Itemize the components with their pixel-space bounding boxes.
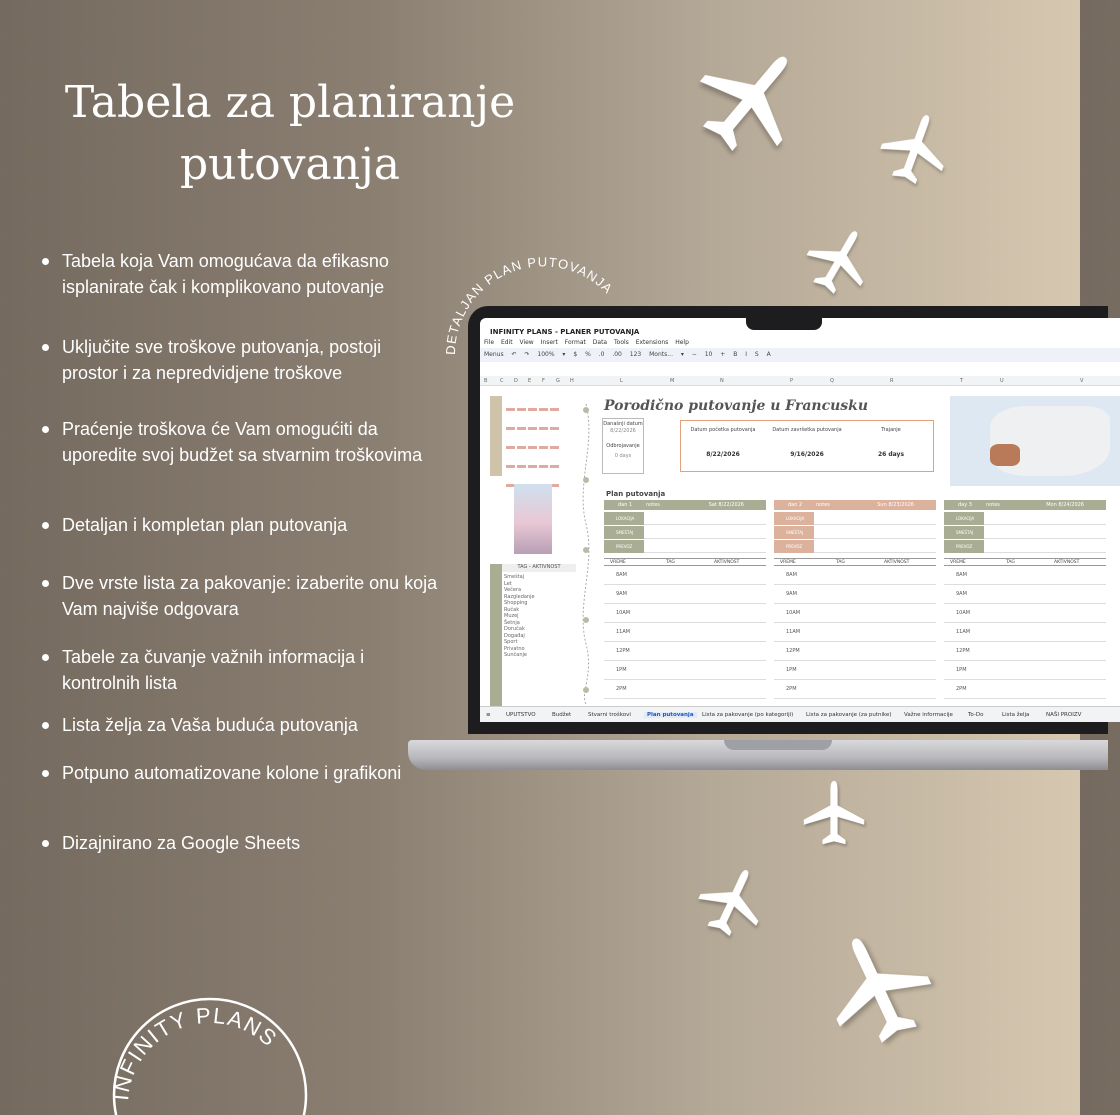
trip-dates-box [680,420,934,472]
hour-label: 1PM [616,667,627,673]
hour-label: 1PM [786,667,797,673]
day-header [604,500,766,510]
tab-vazne-informacije[interactable]: Važne informacije [904,712,953,718]
info-label: PREVOZ [944,540,984,553]
schedule-header [944,558,1106,566]
side-strip [490,396,502,476]
map-france-highlight [990,444,1020,466]
sheet-tabs [480,706,1120,722]
feature-item: Praćenje troškova će Vam omogućiti da uporedite svoj budžet sa stvarnim troškovima [40,416,440,468]
col-activity: AKTIVNOST [1054,560,1080,565]
col-time: VREME [610,560,626,565]
hour-label: 8AM [616,572,627,578]
schedule-header [604,558,766,566]
tag-item: Privatno [504,645,525,652]
airplane-icon [681,850,784,955]
col-tag: TAG [836,560,845,565]
info-label: LOKACIJA [944,512,984,525]
brand-seal [80,995,340,1115]
tag-item: Muzej [504,613,519,619]
hour-row[interactable] [604,680,766,699]
doc-title: INFINITY PLANS - PLANER PUTOVANJA [490,328,640,336]
hour-row[interactable] [604,661,766,680]
hour-label: 12PM [786,648,800,654]
tag-item: Događaj [504,632,525,639]
day-column [604,500,766,722]
day-notes: notes [986,502,1000,508]
arc-label-text: DETALJAN PLAN PUTOVANJA [442,254,617,356]
feature-item: Detaljan i kompletan plan putovanja [40,512,440,538]
hour-row[interactable] [944,585,1106,604]
map-chart [950,396,1120,486]
day-info [774,510,936,552]
day-column [944,500,1106,722]
hour-row[interactable] [604,623,766,642]
info-label: SMEŠTAJ [774,526,814,539]
duration-value: 26 days [877,451,905,458]
paris-photo [514,484,552,554]
hour-label: 1PM [956,667,967,673]
tag-item: Shopping [504,600,528,606]
hour-row[interactable] [944,642,1106,661]
info-cell[interactable] [644,526,766,539]
hour-row[interactable] [774,642,936,661]
tag-header: TAG - AKTIVNOST [502,564,576,572]
info-cell[interactable] [984,540,1106,553]
day-notes: notes [646,502,660,508]
left-panel [490,396,576,706]
airplane-icon [797,907,959,1072]
hour-row[interactable] [774,604,936,623]
info-cell[interactable] [644,512,766,525]
tag-item: Let [504,580,512,587]
hour-label: 10AM [786,610,801,616]
end-label: Datum završetka putovanja [772,427,842,433]
column-headers: B C D E F G H L M N P Q R T U V [480,376,1120,386]
day-column [774,500,936,722]
hour-label: 2PM [956,686,967,692]
hour-row[interactable] [944,661,1106,680]
tab-nasi-proizvodi[interactable]: NAŠI PROIZV [1046,712,1082,718]
day-header [944,500,1106,510]
hour-row[interactable] [774,661,936,680]
feature-item: Dve vrste lista za pakovanje: izaberite onu koja Vam najviše odgovara [40,570,440,622]
info-label: LOKACIJA [774,512,814,525]
day-date: Sun 8/23/2026 [877,502,914,508]
plan-label: Plan putovanja [606,490,666,498]
info-cell[interactable] [984,512,1106,525]
tab-lista-zelja[interactable]: Lista želja [1002,712,1030,718]
tag-item: Smeštaj [504,574,525,580]
tag-item: Razgledanje [504,593,535,600]
info-cell[interactable] [644,540,766,553]
day-name: day 3 [958,502,972,508]
feature-item: Potpuno automatizovane kolone i grafikoni [40,760,440,786]
title-line-2: putovanja [180,139,400,190]
title-line-1: Tabela za planiranje [64,77,516,128]
tag-list [504,574,535,659]
countdown-value: 0 days [614,453,632,459]
airplane-icon [798,776,870,852]
info-label: LOKACIJA [604,512,644,525]
start-label: Datum početka putovanja [690,427,756,433]
info-cell[interactable] [814,540,936,553]
feature-item: Tabela koja Vam omogućava da efikasno isplanirate čak i komplikovano putovanje [40,248,440,300]
day-header [774,500,936,510]
info-label: PREVOZ [774,540,814,553]
tab-plan-putovanja[interactable]: Plan putovanja [644,712,697,718]
col-tag: TAG [1006,560,1015,565]
side-strip [490,564,502,706]
hour-label: 2PM [616,686,627,692]
col-tag: TAG [666,560,675,565]
col-activity: AKTIVNOST [714,560,740,565]
day-info [604,510,766,552]
laptop-groove [724,740,832,750]
hour-row[interactable] [944,566,1106,585]
schedule-header [774,558,936,566]
day-date: Mon 8/24/2026 [1046,502,1084,508]
feature-item: Tabele za čuvanje važnih informacija i kontrolnih lista [40,644,440,696]
hour-label: 12PM [956,648,970,654]
tag-item: Večera [504,587,522,593]
hour-row[interactable] [774,585,936,604]
info-label: SMEŠTAJ [604,526,644,539]
col-time: VREME [950,560,966,565]
feature-item: Dizajnirano za Google Sheets [40,830,440,856]
tag-item: Šetnja [504,619,520,626]
laptop-base [408,740,1108,770]
toolbar[interactable]: Menus ↶ ↷ 100% ▾ $ % .0 .00 123 Monts... ▾ − 10 + B I S A [480,348,1120,362]
airplane-icon [865,99,965,199]
day-date: Sat 8/22/2026 [708,502,744,508]
menu-bar[interactable]: File Edit View Insert Format Data Tools Extensions Help [484,339,689,346]
hour-label: 9AM [786,591,797,597]
hour-label: 11AM [616,629,631,635]
day-notes: notes [816,502,830,508]
hour-label: 9AM [616,591,627,597]
svg-text:INFINITY PLANS [108,1003,282,1102]
tab-to-do[interactable]: To-Do [968,712,984,718]
today-label: Današnji datum [603,421,643,427]
brand-text: INFINITY PLANS [108,1002,283,1102]
hour-label: 9AM [956,591,967,597]
hour-label: 8AM [786,572,797,578]
day-name: dan 1 [618,502,633,508]
tag-item: Doručak [504,626,525,632]
day-name: dan 2 [788,502,803,508]
info-label: PREVOZ [604,540,644,553]
sheet-heading: Porodično putovanje u Francusku [604,398,869,414]
hour-label: 2PM [786,686,797,692]
tab-budzet[interactable]: Budžet [552,712,572,718]
end-value: 9/16/2026 [790,451,824,458]
hour-row[interactable] [774,623,936,642]
hour-row[interactable] [774,680,936,699]
hour-row[interactable] [604,642,766,661]
hour-label: 11AM [786,629,801,635]
hour-row[interactable] [944,623,1106,642]
hour-row[interactable] [604,566,766,585]
tab-lista-putnici[interactable]: Lista za pakovanje (za putnike) [806,712,892,718]
dotted-path [576,404,596,704]
hour-row[interactable] [774,566,936,585]
airplane-icon [788,210,889,311]
airplane-icon [665,15,834,184]
hour-label: 12PM [616,648,630,654]
info-cell[interactable] [814,512,936,525]
start-value: 8/22/2026 [706,451,740,458]
spreadsheet-screenshot [480,318,1120,722]
day-info [944,510,1106,552]
tab-stvarni-troskovi[interactable]: Stvarni troškovi [588,712,631,718]
info-label: SMEŠTAJ [944,526,984,539]
tag-item: Sport [504,639,518,645]
tag-item: Ručak [504,606,520,613]
feature-item: Lista želja za Vaša buduća putovanja [40,712,440,738]
countdown-label: Odbrojavanje [606,443,640,449]
tab-uputstvo[interactable]: UPUTSTVO [506,712,536,718]
info-cell[interactable] [984,526,1106,539]
hour-label: 10AM [956,610,971,616]
mini-calendar [506,402,566,497]
hour-row[interactable] [944,604,1106,623]
laptop-screen [468,306,1108,734]
hour-row[interactable] [944,680,1106,699]
camera-notch [746,306,822,330]
today-value: 8/22/2026 [610,428,636,434]
tab-lista-kategorija[interactable]: Lista za pakovanje (po kategoriji) [702,712,794,718]
today-box [602,418,644,474]
duration-label: Trajanje [881,427,901,433]
hour-label: 10AM [616,610,631,616]
hour-label: 11AM [956,629,971,635]
feature-item: Uključite sve troškove putovanja, postoji prostor i za nepredvidjene troškove [40,334,440,386]
col-time: VREME [780,560,796,565]
col-activity: AKTIVNOST [884,560,910,565]
hour-label: 8AM [956,572,967,578]
page-title [40,72,540,196]
info-cell[interactable] [814,526,936,539]
hour-row[interactable] [604,604,766,623]
tag-item: Sunčanje [504,652,527,658]
hour-row[interactable] [604,585,766,604]
menu-icon[interactable]: ≡ [486,712,491,718]
